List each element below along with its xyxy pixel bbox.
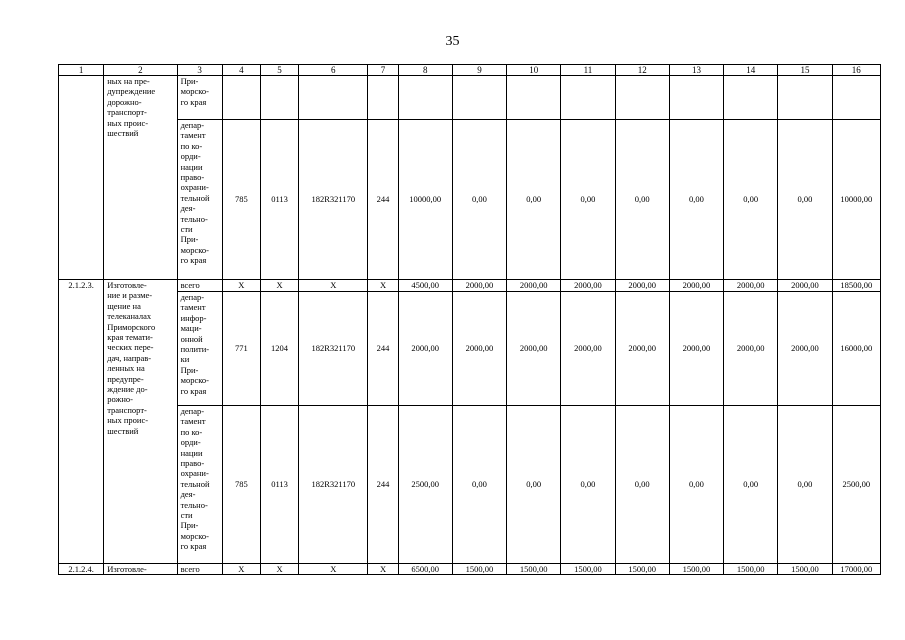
amount-cell: 2000,00: [507, 292, 561, 406]
amount-cell: 2000,00: [778, 292, 832, 406]
header-cell: 5: [260, 65, 298, 76]
table-row: [59, 406, 881, 564]
target-article-cell: 182R321170: [299, 292, 368, 406]
cell: [452, 76, 506, 120]
cell: [778, 76, 832, 120]
executor-cell: депар- тамент по ко- орди- нации право- охрани- тельной дея- тельно- сти При- морско- го края: [177, 406, 222, 564]
cell: [832, 76, 880, 120]
header-cell: 10: [507, 65, 561, 76]
executor-cell: При- морско- го края: [177, 76, 222, 120]
header-cell: 11: [561, 65, 615, 76]
amount-cell: 2000,00: [398, 292, 452, 406]
executor-cell: всего: [177, 280, 222, 292]
amount-cell: 2000,00: [724, 292, 778, 406]
amount-cell: 1500,00: [724, 564, 778, 575]
amount-cell: 4500,00: [398, 280, 452, 292]
cell: [561, 76, 615, 120]
grbs-code-cell: 785: [222, 120, 260, 280]
amount-cell: 10000,00: [398, 120, 452, 280]
amount-cell: 0,00: [615, 406, 669, 564]
table-row: [59, 76, 881, 120]
grbs-code-cell: 771: [222, 292, 260, 406]
total-cell: 2500,00: [832, 406, 880, 564]
item-number-cell: 2.1.2.3.: [59, 280, 104, 564]
amount-cell: 2000,00: [615, 292, 669, 406]
amount-cell: 0,00: [561, 120, 615, 280]
table-row: [59, 564, 881, 575]
item-number-cell: 2.1.2.4.: [59, 564, 104, 575]
total-cell: 10000,00: [832, 120, 880, 280]
table-row: [59, 120, 881, 280]
cell: [724, 76, 778, 120]
amount-cell: 0,00: [778, 406, 832, 564]
cell: [507, 76, 561, 120]
expense-type-cell: X: [368, 564, 398, 575]
amount-cell: 1500,00: [507, 564, 561, 575]
amount-cell: 2500,00: [398, 406, 452, 564]
target-article-cell: 182R321170: [299, 406, 368, 564]
target-article-cell: X: [299, 564, 368, 575]
cell: [299, 76, 368, 120]
header-cell: 1: [59, 65, 104, 76]
section-code-cell: X: [260, 280, 298, 292]
amount-cell: 1500,00: [669, 564, 723, 575]
header-cell: 9: [452, 65, 506, 76]
header-cell: 8: [398, 65, 452, 76]
amount-cell: 2000,00: [615, 280, 669, 292]
table-row: [59, 280, 881, 292]
amount-cell: 1500,00: [778, 564, 832, 575]
grbs-code-cell: X: [222, 280, 260, 292]
amount-cell: 6500,00: [398, 564, 452, 575]
amount-cell: 2000,00: [561, 292, 615, 406]
expense-type-cell: 244: [368, 406, 398, 564]
grbs-code-cell: 785: [222, 406, 260, 564]
amount-cell: 0,00: [507, 406, 561, 564]
item-name-cell: Изготовле-: [104, 564, 177, 575]
executor-cell: депар- тамент по ко- орди- нации право- охрани- тельной дея- тельно- сти При- морско- го края: [177, 120, 222, 280]
amount-cell: 0,00: [561, 406, 615, 564]
grbs-code-cell: X: [222, 564, 260, 575]
amount-cell: 0,00: [669, 406, 723, 564]
amount-cell: 1500,00: [561, 564, 615, 575]
budget-table: [58, 64, 881, 575]
amount-cell: 2000,00: [561, 280, 615, 292]
amount-cell: 0,00: [615, 120, 669, 280]
target-article-cell: X: [299, 280, 368, 292]
amount-cell: 2000,00: [669, 280, 723, 292]
item-name-cell: Изготовле- ние и разме- щение на телеканалах Приморского края темати- ческих пере- дач, направ- ленных на предупре- ждение до- рожно- транспорт- ных проис- шествий: [104, 280, 177, 564]
item-number-cell: [59, 76, 104, 120]
section-code-cell: 0113: [260, 120, 298, 280]
section-code-cell: 1204: [260, 292, 298, 406]
header-cell: 15: [778, 65, 832, 76]
header-cell: 2: [104, 65, 177, 76]
amount-cell: 0,00: [452, 406, 506, 564]
item-name-cell: ных на пре- дупреждение дорожно- транспорт- ных проис- шествий: [104, 76, 177, 280]
total-cell: 16000,00: [832, 292, 880, 406]
expense-type-cell: 244: [368, 120, 398, 280]
cell: [368, 76, 398, 120]
cell: [398, 76, 452, 120]
amount-cell: 0,00: [724, 120, 778, 280]
table-row: [59, 292, 881, 406]
amount-cell: 2000,00: [669, 292, 723, 406]
amount-cell: 2000,00: [452, 292, 506, 406]
expense-type-cell: 244: [368, 292, 398, 406]
item-number-cell: [59, 120, 104, 280]
header-cell: 12: [615, 65, 669, 76]
header-cell: 14: [724, 65, 778, 76]
target-article-cell: 182R321170: [299, 120, 368, 280]
executor-cell: всего: [177, 564, 222, 575]
header-cell: 16: [832, 65, 880, 76]
expense-type-cell: X: [368, 280, 398, 292]
amount-cell: 0,00: [507, 120, 561, 280]
cell: [615, 76, 669, 120]
header-cell: 13: [669, 65, 723, 76]
header-cell: 6: [299, 65, 368, 76]
section-code-cell: 0113: [260, 406, 298, 564]
amount-cell: 0,00: [669, 120, 723, 280]
amount-cell: 0,00: [452, 120, 506, 280]
header-row: [59, 65, 881, 76]
cell: [260, 76, 298, 120]
amount-cell: 2000,00: [507, 280, 561, 292]
cell: [222, 76, 260, 120]
amount-cell: 1500,00: [615, 564, 669, 575]
amount-cell: 2000,00: [724, 280, 778, 292]
amount-cell: 1500,00: [452, 564, 506, 575]
cell: [669, 76, 723, 120]
header-cell: 7: [368, 65, 398, 76]
section-code-cell: X: [260, 564, 298, 575]
amount-cell: 0,00: [724, 406, 778, 564]
amount-cell: 0,00: [778, 120, 832, 280]
executor-cell: депар- тамент инфор- маци- онной полити- ки При- морско- го края: [177, 292, 222, 406]
header-cell: 4: [222, 65, 260, 76]
header-cell: 3: [177, 65, 222, 76]
page-number: 35: [445, 34, 460, 49]
total-cell: 18500,00: [832, 280, 880, 292]
amount-cell: 2000,00: [452, 280, 506, 292]
amount-cell: 2000,00: [778, 280, 832, 292]
total-cell: 17000,00: [832, 564, 880, 575]
